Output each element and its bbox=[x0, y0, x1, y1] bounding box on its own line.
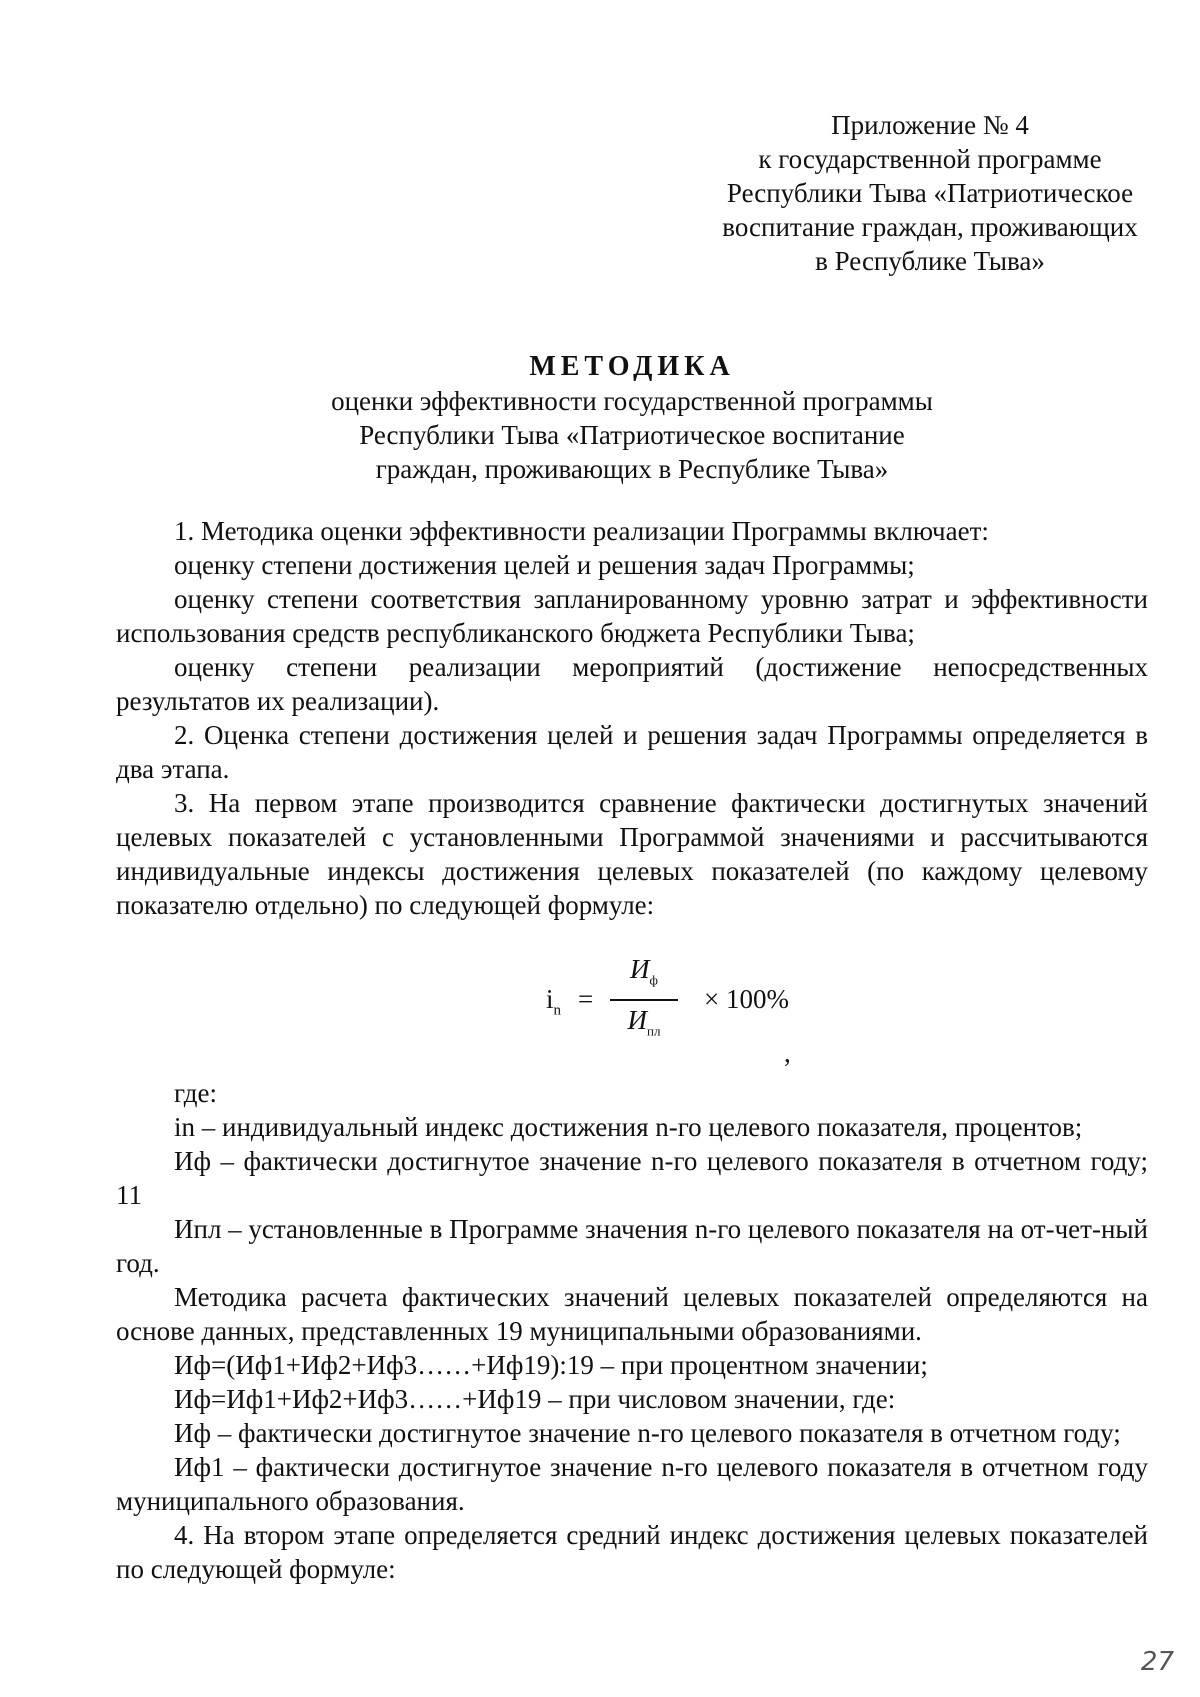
subtitle-line: граждан, проживающих в Республике Тыва» bbox=[375, 454, 889, 484]
appendix-header bbox=[688, 108, 1172, 278]
document-subtitle bbox=[312, 384, 952, 486]
appendix-line: Республики Тыва «Патриотическое bbox=[726, 178, 1134, 208]
appendix-line: Приложение № 4 bbox=[831, 110, 1029, 140]
document-body bbox=[116, 514, 1148, 1586]
formula-comma: , bbox=[784, 1038, 791, 1068]
paragraph: Иф=Иф1+Иф2+Иф3……+Иф19 – при числовом значении, где: bbox=[174, 1384, 896, 1414]
paragraph: Иф1 – фактически достигнутое значение n-го целевого показателя в отчетном году муниципального образования. bbox=[116, 1452, 1148, 1516]
paragraph: где: bbox=[174, 1078, 217, 1108]
appendix-line: к государственной программе bbox=[758, 144, 1102, 174]
formula-numerator bbox=[606, 952, 682, 997]
document-page bbox=[116, 108, 1148, 1586]
formula-lhs-symbol: i bbox=[546, 984, 554, 1014]
formula-lhs-subscript: n bbox=[553, 1002, 562, 1019]
page-number: 27 bbox=[1140, 1647, 1174, 1677]
appendix-line: воспитание граждан, проживающих bbox=[722, 212, 1138, 242]
paragraph: Ипл – установленные в Программе значения n-го целевого показателя на от-чет-ный год. bbox=[116, 1214, 1148, 1278]
formula-denominator bbox=[606, 1003, 682, 1048]
index-formula bbox=[116, 944, 1148, 1076]
paragraph: in – индивидуальный индекс достижения n-го целевого показателя, процентов; bbox=[174, 1112, 1083, 1142]
paragraph: Иф=(Иф1+Иф2+Иф3……+Иф19):19 – при процентном значении; bbox=[174, 1350, 928, 1380]
denominator-subscript: пл bbox=[647, 1023, 661, 1039]
paragraph: 1. Методика оценки эффективности реализации Программы включает: bbox=[174, 516, 989, 546]
paragraph: Методика расчета фактических значений целевых показателей определяются на основе данных, представленных 19 муниципальными образованиями. bbox=[116, 1282, 1148, 1346]
numerator-subscript: ф bbox=[649, 972, 658, 988]
document-title: МЕТОДИКА bbox=[529, 351, 735, 382]
paragraph: 2. Оценка степени достижения целей и решения задач Программы определяется в два этапа. bbox=[116, 720, 1148, 784]
fraction-bar bbox=[610, 999, 678, 1001]
paragraph: оценку степени реализации мероприятий (достижение непосредственных результатов их реализации). bbox=[116, 652, 1148, 716]
formula-equals: = bbox=[578, 984, 594, 1014]
subtitle-line: Республики Тыва «Патриотическое воспитание bbox=[359, 420, 905, 450]
formula-fraction bbox=[606, 952, 682, 1049]
paragraph: Иф – фактически достигнутое значение n-го целевого показателя в отчетном году; 11 bbox=[116, 1146, 1148, 1210]
paragraph: 3. На первом этапе производится сравнение фактически достигнутых значений целевых показателей с установленными Программой значениями и рассчитываются индивидуальные индексы достижения целевых показателей (по каждому целевому показателю отдельно) по следующей формуле: bbox=[116, 788, 1148, 920]
paragraph: оценку степени соответствия запланированному уровню затрат и эффективности использования средств республиканского бюджета Республики Тыва; bbox=[116, 584, 1148, 648]
numerator-symbol: И bbox=[630, 954, 650, 984]
denominator-symbol: И bbox=[627, 1005, 648, 1036]
formula-multiplier: × 100% bbox=[704, 984, 789, 1014]
paragraph: оценку степени достижения целей и решения задач Программы; bbox=[174, 550, 915, 580]
formula-lhs bbox=[546, 982, 561, 1027]
paragraph: 4. На втором этапе определяется средний индекс достижения целевых показателей по следующей формуле: bbox=[116, 1520, 1148, 1584]
paragraph: Иф – фактически достигнутое значение n-го целевого показателя в отчетном году; bbox=[174, 1418, 1121, 1448]
appendix-line: в Республике Тыва» bbox=[815, 246, 1045, 276]
subtitle-line: оценки эффективности государственной программы bbox=[331, 386, 933, 416]
